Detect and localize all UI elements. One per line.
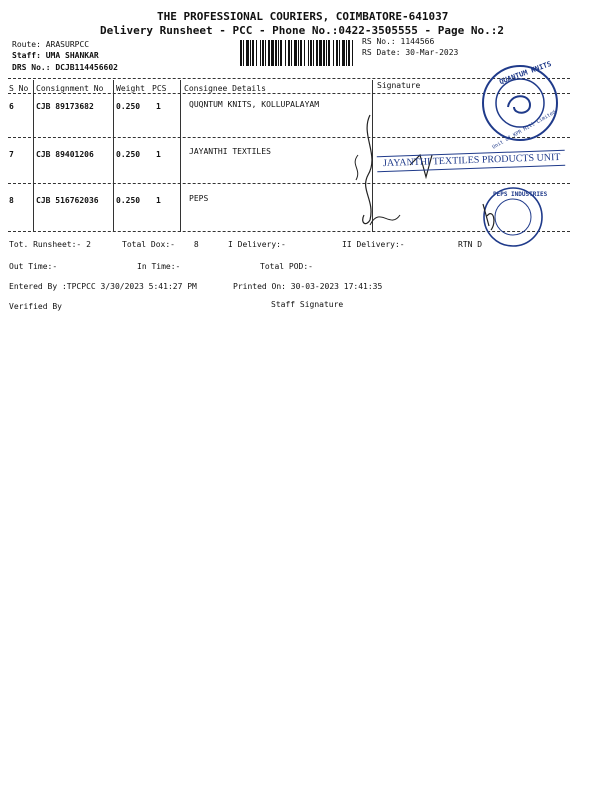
col-divider bbox=[33, 80, 34, 232]
col-divider bbox=[113, 80, 114, 232]
row-pcs: 1 bbox=[156, 196, 161, 205]
printed-on: Printed On: 30-03-2023 17:41:35 bbox=[233, 282, 383, 291]
ii-delivery: II Delivery:- bbox=[342, 240, 405, 249]
rs-date-row bbox=[362, 48, 458, 57]
row-sno: 6 bbox=[9, 102, 14, 111]
jayanthi-stamp-text: JAYANTHI TEXTILES PRODUCTS UNIT bbox=[382, 151, 561, 170]
row-consignment: CJB 516762036 bbox=[36, 196, 99, 205]
col-header-signature: Signature bbox=[377, 81, 421, 90]
rs-no-value: 1144566 bbox=[400, 37, 435, 46]
drs-row bbox=[12, 63, 118, 72]
col-header-weight: Weight bbox=[116, 84, 145, 93]
runsheet-subtitle: Delivery Runsheet - PCC - Phone No.:0422-3505555 - Page No.:2 bbox=[100, 24, 504, 37]
row-pcs: 1 bbox=[156, 150, 161, 159]
quantum-stamp bbox=[480, 59, 560, 151]
staff-label: Staff: bbox=[12, 51, 41, 60]
col-header-sno: S No bbox=[9, 84, 29, 93]
route-label: Route: bbox=[12, 40, 41, 49]
in-time: In Time:- bbox=[137, 262, 181, 271]
staff-row bbox=[12, 51, 99, 60]
row-consignment: CJB 89401206 bbox=[36, 150, 94, 159]
total-dox bbox=[122, 240, 199, 249]
entered-by: Entered By :TPCPCC 3/30/2023 5:41:27 PM bbox=[9, 282, 197, 291]
row-consignee: QUQNTUM KNITS, KOLLUPALAYAM bbox=[189, 100, 320, 109]
row-weight: 0.250 bbox=[116, 102, 141, 111]
rs-no-row bbox=[362, 37, 434, 46]
row-sno: 7 bbox=[9, 150, 14, 159]
quantum-stamp-text: QUANTUM KNITS bbox=[498, 59, 553, 87]
company-title: THE PROFESSIONAL COURIERS, COIMBATORE-641037 bbox=[157, 10, 449, 23]
col-header-consignment: Consignment No bbox=[36, 84, 104, 93]
row-weight: 0.250 bbox=[116, 150, 141, 159]
total-dox-value: 8 bbox=[193, 240, 199, 249]
staff-value: UMA SHANKAR bbox=[45, 51, 99, 60]
out-time: Out Time:- bbox=[9, 262, 58, 271]
total-pod: Total POD:- bbox=[260, 262, 313, 271]
col-header-pcs: PCS bbox=[152, 84, 167, 93]
row-sno: 8 bbox=[9, 196, 14, 205]
col-header-consignee: Consignee Details bbox=[184, 84, 266, 93]
rs-date-value: 30-Mar-2023 bbox=[405, 48, 459, 57]
i-delivery: I Delivery:- bbox=[228, 240, 286, 249]
drs-label: DRS No.: bbox=[12, 63, 51, 72]
row-weight: 0.250 bbox=[116, 196, 141, 205]
row-consignee: PEPS bbox=[189, 194, 209, 203]
peps-stamp-text: PEPS INDUSTRIES bbox=[493, 191, 548, 198]
drs-value: DCJB114456602 bbox=[55, 63, 118, 72]
rtn-delivery: RTN D bbox=[458, 240, 483, 249]
total-dox-label: Total Dox:- bbox=[122, 240, 175, 249]
rs-no-label: RS No.: bbox=[362, 37, 396, 46]
peps-stamp bbox=[473, 186, 553, 248]
staff-signature: Staff Signature bbox=[271, 300, 344, 309]
tot-runsheet: Tot. Runsheet:- 2 bbox=[9, 240, 91, 249]
barcode bbox=[240, 40, 355, 66]
col-divider bbox=[180, 80, 181, 232]
row-consignee: JAYANTHI TEXTILES bbox=[189, 147, 271, 156]
quantum-stamp-subtext: Unit of KPR Mill Limited bbox=[491, 109, 557, 151]
route-value: ARASURPCC bbox=[45, 40, 90, 49]
route-row bbox=[12, 40, 89, 49]
rs-date-label: RS Date: bbox=[362, 48, 401, 57]
row-pcs: 1 bbox=[156, 102, 161, 111]
row-consignment: CJB 89173682 bbox=[36, 102, 94, 111]
verified-by: Verified By bbox=[9, 302, 62, 311]
